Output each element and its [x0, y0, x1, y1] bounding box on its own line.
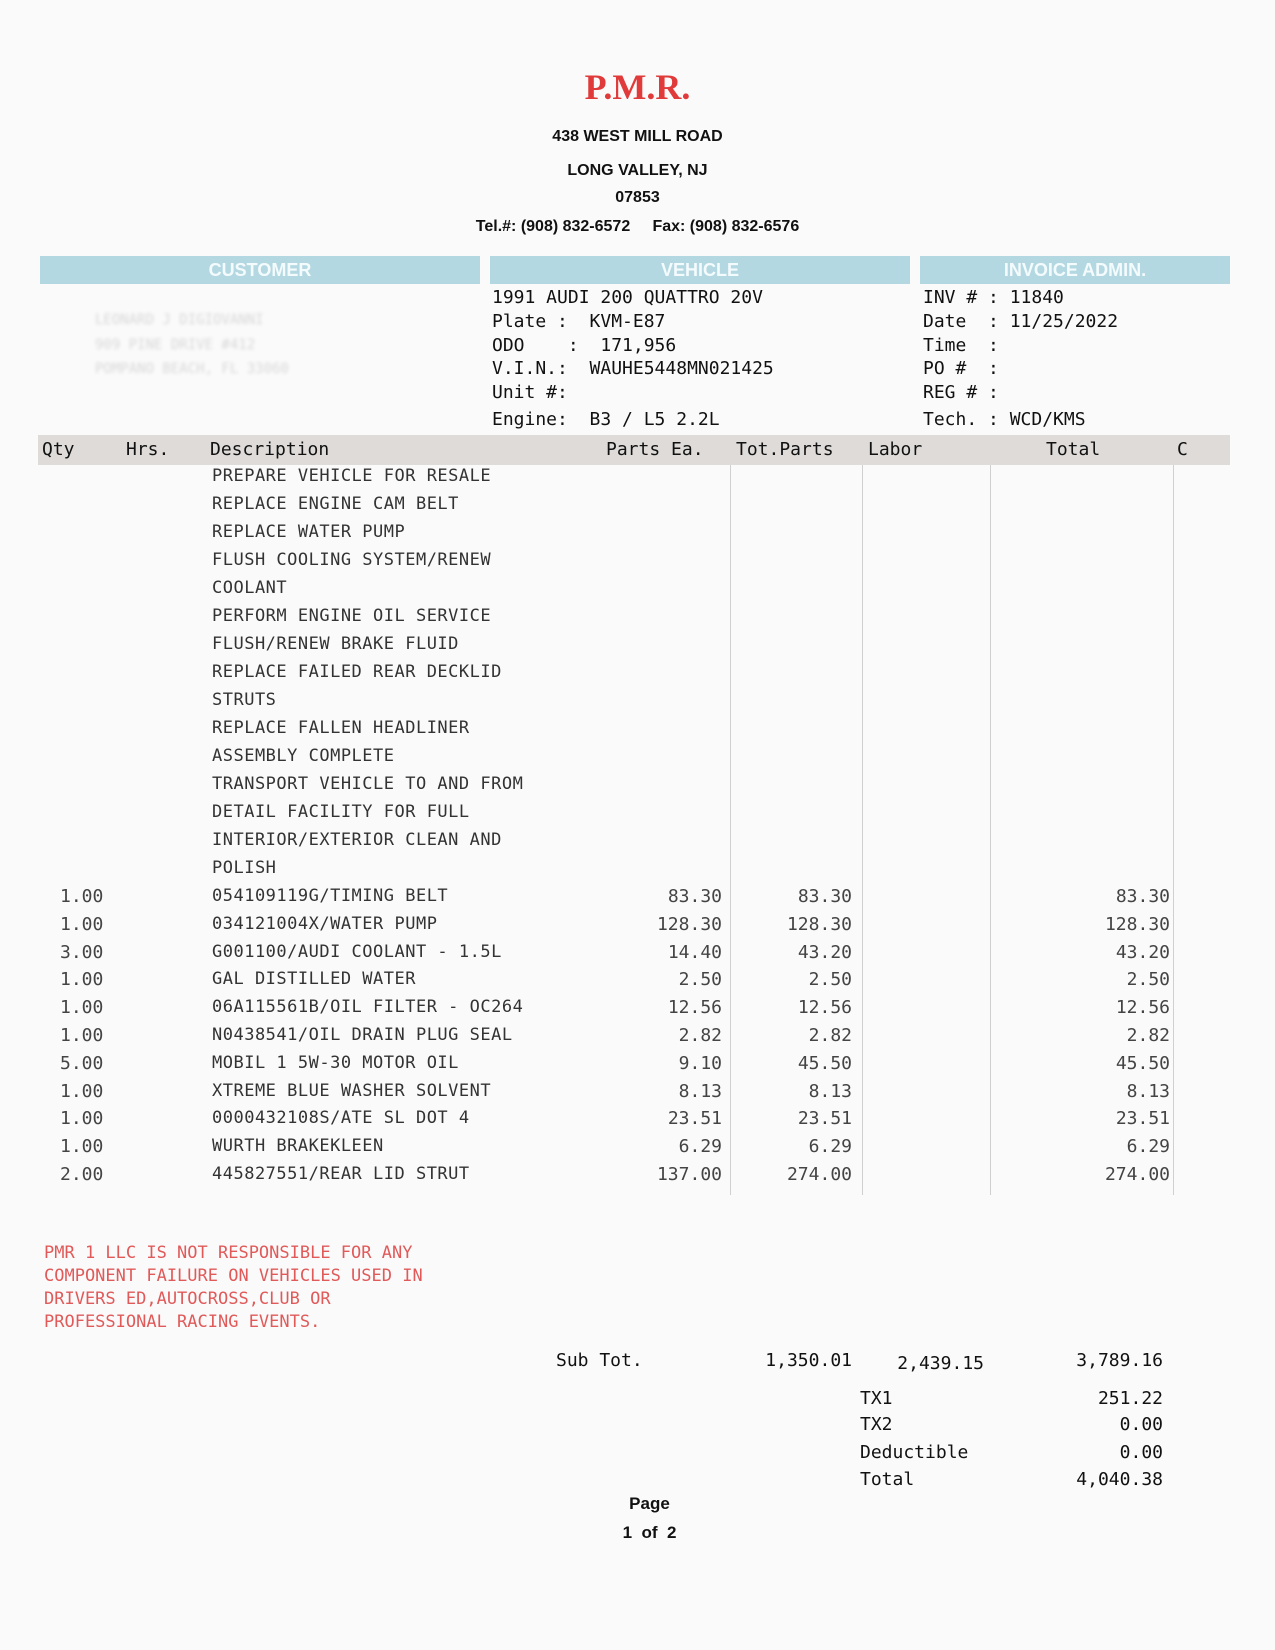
column-divider: [862, 465, 863, 1195]
work-line: REPLACE WATER PUMP: [212, 522, 406, 542]
work-line: FLUSH/RENEW BRAKE FLUID: [212, 634, 459, 654]
tx1-value: 251.22: [1097, 1388, 1163, 1409]
row-parts-each: 2.82: [678, 1025, 722, 1046]
shop-address-street: 438 WEST MILL ROAD: [552, 128, 723, 145]
row-qty: 1.00: [60, 886, 104, 907]
vehicle-vin: V.I.N.: WAUHE5448MN021425: [492, 358, 774, 379]
row-parts-each: 2.50: [678, 969, 722, 991]
work-line: INTERIOR/EXTERIOR CLEAN AND: [212, 830, 502, 850]
shop-zip: 07853: [615, 189, 660, 206]
work-line: PREPARE VEHICLE FOR RESALE: [212, 466, 492, 486]
row-total-parts: 2.50: [808, 969, 852, 991]
row-total: 2.82: [1126, 1025, 1170, 1046]
invoice-time: Time :: [923, 335, 999, 356]
row-total-parts: 8.13: [808, 1080, 852, 1102]
work-line: REPLACE FALLEN HEADLINER: [212, 718, 470, 738]
work-line: POLISH: [212, 858, 277, 878]
invoice-date: Date : 11/25/2022: [923, 311, 1119, 332]
row-qty: 1.00: [60, 997, 104, 1019]
col-total: Total: [1046, 439, 1101, 460]
row-total: 2.50: [1126, 969, 1170, 991]
shop-name: P.M.R.: [584, 67, 691, 107]
row-parts-each: 6.29: [678, 1136, 722, 1158]
row-parts-each: 137.00: [656, 1164, 722, 1185]
deductible-label: Deductible: [860, 1442, 969, 1463]
row-qty: 3.00: [60, 941, 104, 963]
work-line: ASSEMBLY COMPLETE: [212, 746, 395, 766]
row-total: 128.30: [1104, 913, 1170, 935]
row-description: XTREME BLUE WASHER SOLVENT: [212, 1080, 492, 1101]
customer-street: 909 PINE DRIVE #412: [95, 337, 256, 353]
subtotal-parts: 1,350.01: [765, 1350, 852, 1371]
row-description: GAL DISTILLED WATER: [212, 969, 416, 990]
customer-city: POMPANO BEACH, FL 33060: [95, 361, 289, 377]
customer-section-header: CUSTOMER: [40, 256, 480, 284]
tx2-value: 0.00: [1119, 1414, 1163, 1435]
column-divider: [1173, 465, 1174, 1195]
row-parts-each: 83.30: [667, 886, 722, 907]
work-line: STRUTS: [212, 690, 277, 710]
row-parts-each: 12.56: [667, 997, 722, 1019]
row-parts-each: 8.13: [678, 1080, 722, 1102]
row-total: 274.00: [1104, 1164, 1170, 1185]
row-description: G001100/AUDI COOLANT - 1.5L: [212, 941, 502, 962]
row-total-parts: 128.30: [786, 913, 852, 935]
col-qty: Qty: [42, 439, 75, 460]
work-line: REPLACE ENGINE CAM BELT: [212, 494, 459, 514]
subtotal-labor: 2,439.15: [897, 1353, 984, 1374]
row-qty: 1.00: [60, 969, 104, 991]
vehicle-unit: Unit #:: [492, 382, 568, 403]
row-qty: 1.00: [60, 1080, 104, 1102]
col-parts-each: Parts Ea.: [606, 439, 704, 460]
col-hrs: Hrs.: [126, 439, 170, 460]
row-description: 445827551/REAR LID STRUT: [212, 1164, 470, 1184]
row-qty: 5.00: [60, 1052, 104, 1074]
work-line: FLUSH COOLING SYSTEM/RENEW: [212, 550, 492, 570]
vehicle-plate: Plate : KVM-E87: [492, 311, 666, 332]
invoice-number: INV # : 11840: [923, 287, 1064, 308]
row-total: 6.29: [1126, 1136, 1170, 1158]
row-total: 83.30: [1115, 886, 1170, 907]
page-label: Page: [629, 1494, 670, 1513]
work-line: TRANSPORT VEHICLE TO AND FROM: [212, 774, 524, 794]
row-qty: 1.00: [60, 1025, 104, 1046]
col-total-parts: Tot.Parts: [736, 439, 834, 460]
tx1-label: TX1: [860, 1388, 893, 1409]
vehicle-section-header: VEHICLE: [490, 256, 910, 284]
row-description: 054109119G/TIMING BELT: [212, 886, 449, 906]
row-parts-each: 9.10: [678, 1052, 722, 1074]
shop-phone-fax: Tel.#: (908) 832-6572 Fax: (908) 832-6576: [475, 218, 800, 235]
subtotal-total: 3,789.16: [1076, 1350, 1163, 1371]
row-total-parts: 43.20: [797, 941, 852, 963]
row-total: 23.51: [1115, 1108, 1170, 1130]
work-line: DETAIL FACILITY FOR FULL: [212, 802, 470, 822]
grand-total-value: 4,040.38: [1076, 1469, 1163, 1490]
grand-total-label: Total: [860, 1469, 915, 1490]
row-parts-each: 128.30: [656, 913, 722, 935]
row-qty: 1.00: [60, 1108, 104, 1130]
vehicle-odometer: ODO : 171,956: [492, 335, 677, 356]
work-line: PERFORM ENGINE OIL SERVICE: [212, 606, 492, 626]
tx2-label: TX2: [860, 1414, 893, 1435]
row-total-parts: 2.82: [808, 1025, 852, 1046]
row-total: 12.56: [1115, 997, 1170, 1019]
row-total: 43.20: [1115, 941, 1170, 963]
invoice-section-header: INVOICE ADMIN.: [920, 256, 1230, 284]
invoice-reg: REG # :: [923, 382, 999, 403]
invoice-po: PO # :: [923, 358, 999, 379]
row-description: 06A115561B/OIL FILTER - OC264: [212, 997, 524, 1018]
vehicle-engine: Engine: B3 / L5 2.2L: [492, 409, 720, 430]
row-total-parts: 83.30: [797, 886, 852, 907]
row-qty: 2.00: [60, 1164, 104, 1185]
disclaimer: PMR 1 LLC IS NOT RESPONSIBLE FOR ANY COMPONENT FAILURE ON VEHICLES USED IN DRIVERS ED,AUTOCROSS,CLUB OR PROFESSIONAL RACING EVENTS.: [44, 1243, 423, 1332]
col-c: C: [1177, 439, 1188, 460]
row-total-parts: 45.50: [797, 1052, 852, 1074]
row-total: 8.13: [1126, 1080, 1170, 1102]
row-parts-each: 23.51: [667, 1108, 722, 1130]
row-description: MOBIL 1 5W-30 MOTOR OIL: [212, 1052, 459, 1073]
row-total-parts: 274.00: [786, 1164, 852, 1185]
row-total-parts: 23.51: [797, 1108, 852, 1130]
page-number: 1 of 2: [622, 1523, 677, 1542]
row-total-parts: 6.29: [808, 1136, 852, 1158]
row-total-parts: 12.56: [797, 997, 852, 1019]
row-description: 034121004X/WATER PUMP: [212, 913, 438, 934]
deductible-value: 0.00: [1119, 1442, 1163, 1463]
customer-name: LEONARD J DIGIOVANNI: [95, 312, 264, 328]
row-qty: 1.00: [60, 1136, 104, 1158]
column-divider: [990, 465, 991, 1195]
subtotal-label: Sub Tot.: [556, 1350, 643, 1371]
row-parts-each: 14.40: [667, 941, 722, 963]
work-line: COOLANT: [212, 578, 288, 598]
row-qty: 1.00: [60, 913, 104, 935]
row-description: 0000432108S/ATE SL DOT 4: [212, 1108, 470, 1129]
invoice-tech: Tech. : WCD/KMS: [923, 409, 1086, 430]
shop-address-city: LONG VALLEY, NJ: [567, 162, 708, 179]
row-description: WURTH BRAKEKLEEN: [212, 1136, 384, 1157]
col-description: Description: [210, 439, 330, 460]
row-description: N0438541/OIL DRAIN PLUG SEAL: [212, 1025, 513, 1045]
work-line: REPLACE FAILED REAR DECKLID: [212, 662, 502, 682]
row-total: 45.50: [1115, 1052, 1170, 1074]
col-labor: Labor: [868, 439, 923, 460]
vehicle-model: 1991 AUDI 200 QUATTRO 20V: [492, 287, 763, 308]
